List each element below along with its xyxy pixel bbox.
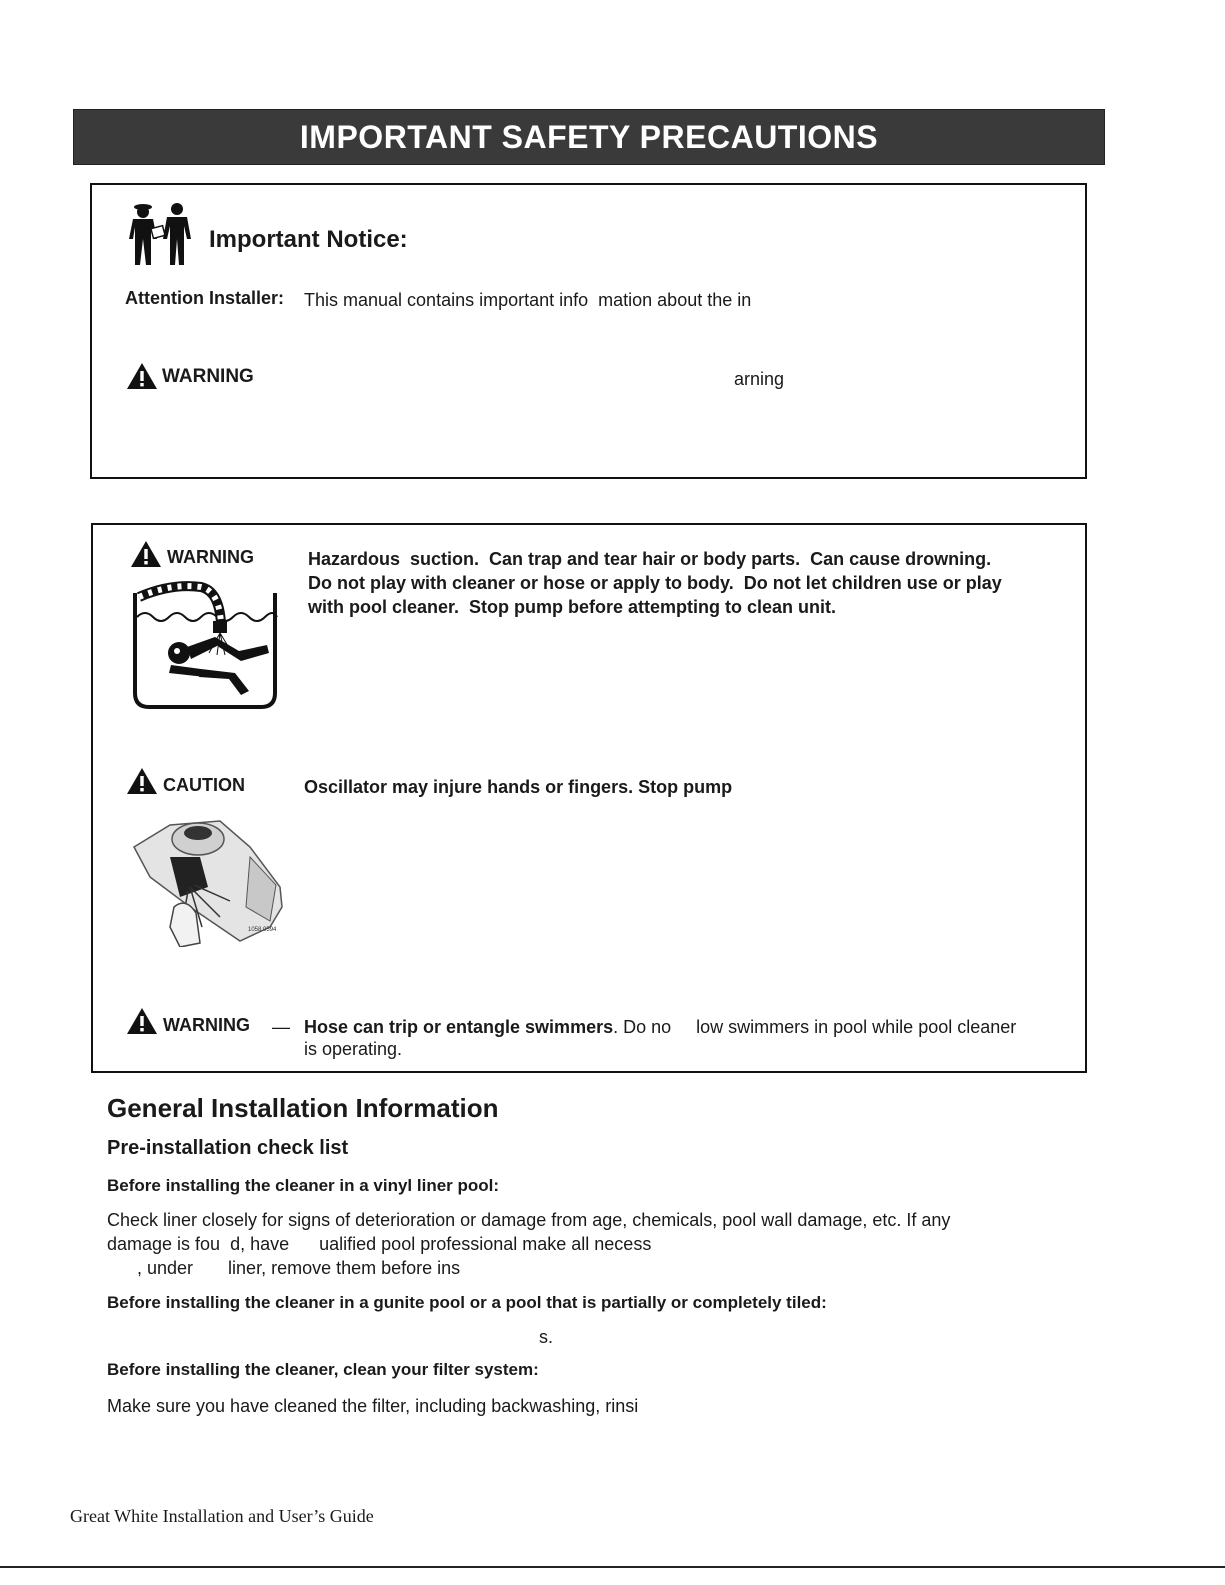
notice-title: Important Notice: — [209, 226, 408, 253]
w3-rest-text: . Do no low swimmers in pool while pool cleaner — [613, 1017, 1017, 1037]
vinyl-line1: Check liner closely for signs of deterioration or damage from age, chemicals, pool wall damage, etc. If any — [107, 1210, 951, 1230]
w3-line2: is operating. — [304, 1039, 403, 1059]
caution-triangle-icon — [126, 767, 158, 795]
warnings-box — [91, 523, 1087, 1073]
footer-text: Great White Installation and User’s Guide — [70, 1506, 374, 1526]
warning-triangle-icon — [130, 540, 162, 568]
notice-warning-label: WARNING — [162, 366, 254, 387]
warning-triangle-icon — [126, 1007, 158, 1035]
w3-dash: — — [272, 1017, 290, 1037]
important-notice-box — [90, 183, 1087, 479]
filter-heading: Before installing the cleaner, clean your filter system: — [107, 1360, 539, 1379]
safety-banner — [73, 109, 1105, 165]
figure-code: 1058 0594 — [248, 927, 277, 933]
w1-line3: with pool cleaner. Stop pump before attempting to clean unit. — [308, 597, 837, 617]
gunite-line1: s. — [539, 1327, 554, 1347]
w1-line2: Do not play with cleaner or hose or apply to body. Do not let children use or play — [308, 573, 1002, 593]
filter-line1: Make sure you have cleaned the filter, including backwashing, rinsi — [107, 1396, 639, 1416]
gunite-heading: Before installing the cleaner in a gunite pool or a pool that is partially or completely tiled: — [107, 1293, 827, 1312]
w3-text — [304, 1015, 1016, 1039]
w1-line1: Hazardous suction. Can trap and tear hair or body parts. Can cause drowning. — [308, 549, 992, 569]
installers-icon — [126, 197, 194, 267]
banner-title: IMPORTANT SAFETY PRECAUTIONS — [299, 118, 879, 155]
checklist-subheading: Pre-installation check list — [107, 1137, 349, 1159]
vinyl-line3: , under liner, remove them before ins — [107, 1258, 461, 1278]
warning-triangle-icon — [126, 362, 158, 390]
attention-text: This manual contains important info mation about the in — [304, 290, 752, 310]
bottom-rule — [0, 1566, 1225, 1568]
suction-hazard-illustration — [131, 573, 279, 713]
notice-warning-fragment: arning — [734, 369, 785, 389]
w1-label: WARNING — [167, 547, 254, 567]
w2-text: Oscillator may injure hands or fingers. Stop pump — [304, 777, 733, 797]
w3-bold-text: Hose can trip or entangle swimmers — [304, 1017, 614, 1037]
vinyl-heading: Before installing the cleaner in a vinyl liner pool: — [107, 1176, 500, 1195]
w2-label: CAUTION — [163, 775, 245, 795]
general-heading: General Installation Information — [107, 1093, 499, 1123]
w3-label: WARNING — [163, 1015, 250, 1035]
vinyl-line2: damage is fou d, have ualified pool professional make all necess — [107, 1234, 652, 1254]
attention-label: Attention Installer: — [125, 288, 285, 308]
